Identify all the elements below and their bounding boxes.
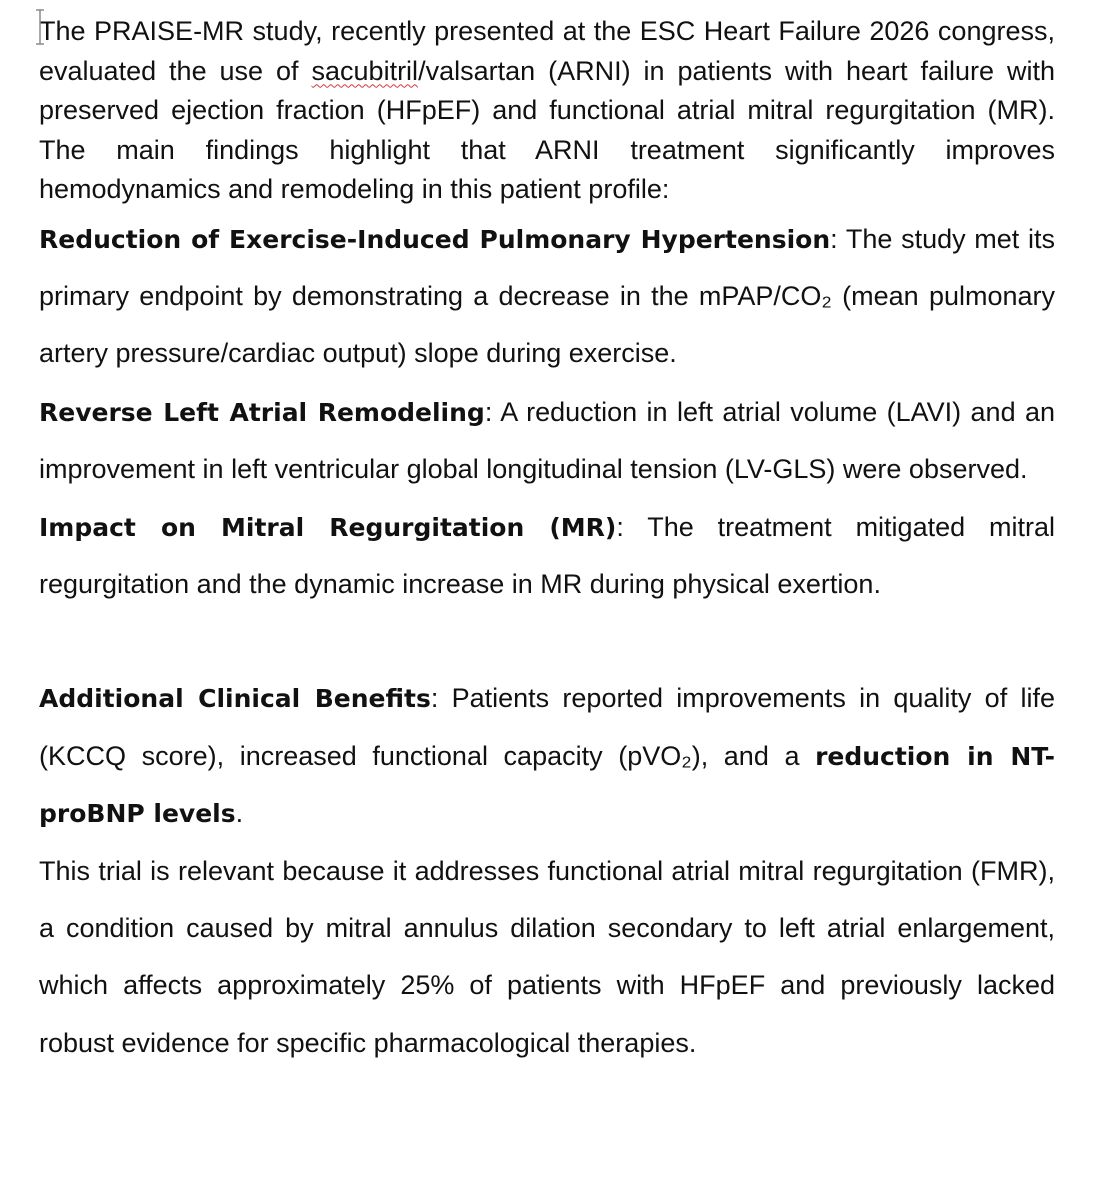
section-body: : A reduction in left atrial volume (LAVI) and an improvement in left ventricular global longitudinal tension (LV-GLS) were observed. [39, 396, 1055, 484]
section-heading: Reverse Left Atrial Remodeling [39, 397, 485, 427]
intro-paragraph[interactable] [39, 12, 1055, 210]
empty-line[interactable] [39, 613, 1055, 669]
intro-text-end: /valsartan (ARNI) in patients with heart failure with preserved ejection fraction (HFpEF) and functional atrial mitral regurgitation (MR). The main findings highlight that ARNI treatment significantly improves hemodynamics and remodeling in this patient profile: [39, 55, 1056, 205]
intro-text-start: The PRAISE-MR study, recently presented at the ESC Heart Failure 2026 congress, evaluated the use of [39, 16, 1055, 86]
closing-paragraph[interactable]: This trial is relevant because it addresses functional atrial mitral regurgitation (FMR), a condition caused by mitral annulus dilation secondary to left atrial enlargement, which affects approximately 25% of patients with HFpEF and previously lacked robust evidence for specific pharmacological therapies. [39, 856, 1055, 1058]
section-heading: Impact on Mitral Regurgitation (MR) [39, 512, 617, 542]
section-end: . [235, 797, 244, 828]
section-clinical-benefits[interactable] [39, 670, 1055, 842]
section-heading: Additional Clinical Benefits [39, 684, 431, 714]
section-mitral-regurgitation[interactable] [39, 499, 1055, 613]
section-body: : Patients reported improvements in quality of life (KCCQ score), increased functional capacity (pVO₂), and a [39, 683, 1055, 771]
section-atrial-remodeling[interactable] [39, 384, 1055, 498]
document-body[interactable] [39, 12, 1055, 1072]
spellcheck-flagged-word[interactable]: sacubitril [311, 55, 419, 86]
section-body: : The study met its primary endpoint by demonstrating a decrease in the mPAP/CO₂ (mean pulmonary artery pressure/cardiac output) slope during exercise. [39, 223, 1055, 369]
section-pulmonary-hypertension[interactable] [39, 211, 1055, 383]
section-body: : The treatment mitigated mitral regurgitation and the dynamic increase in MR during physical exertion. [39, 511, 1055, 600]
section-heading: Reduction of Exercise-Induced Pulmonary Hypertension [39, 224, 831, 254]
bold-emphasis: reduction in NT-proBNP levels [39, 741, 1055, 828]
text-cursor-icon [34, 8, 46, 46]
